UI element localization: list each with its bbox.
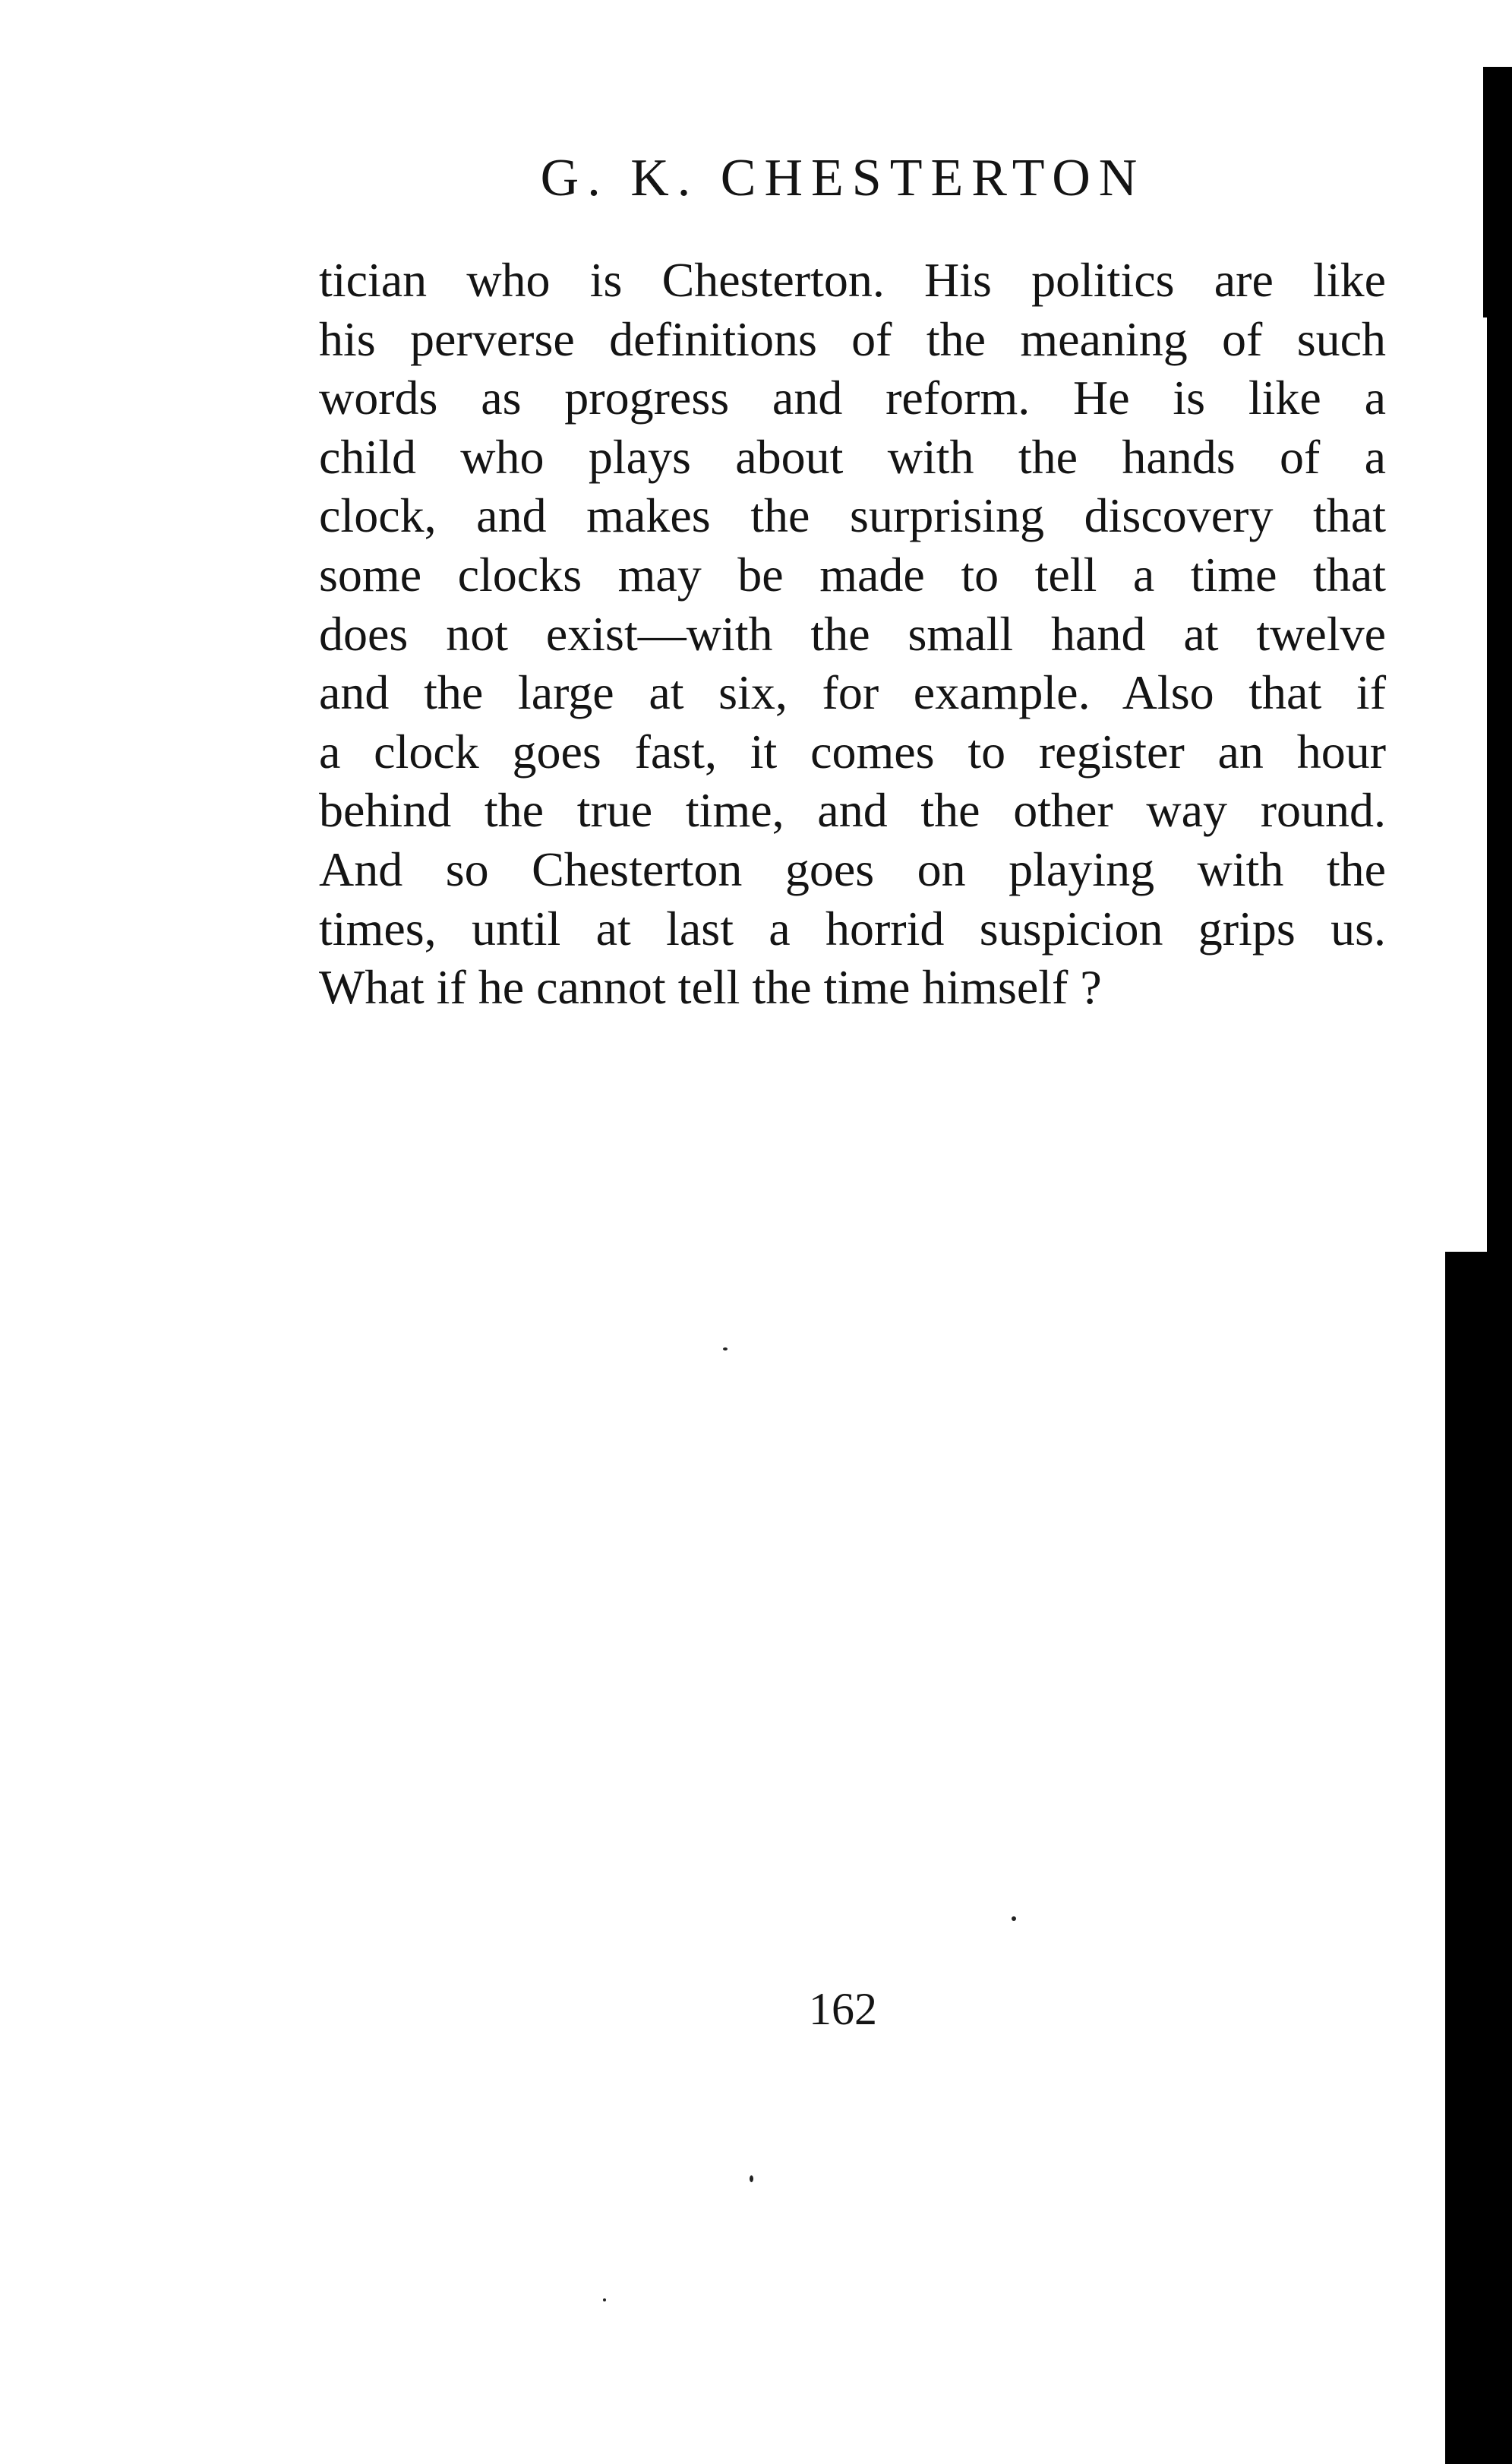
text-line: What if he cannot tell the time himself ? — [319, 960, 1102, 1015]
page-number: 162 — [809, 1984, 877, 2034]
scan-edge-lower — [1445, 1252, 1512, 2464]
body-text — [319, 251, 1386, 1017]
text-line: and the large at six, for example. Also that if — [319, 665, 1386, 720]
scan-edge-top — [1483, 67, 1512, 317]
running-head: G. K. CHESTERTON — [540, 149, 1146, 207]
text-line: does not exist—with the small hand at twelve — [319, 606, 1386, 661]
text-line: words as progress and reform. He is like a — [319, 371, 1386, 425]
text-line: a clock goes fast, it comes to register an hour — [319, 724, 1386, 779]
scan-speck — [603, 2298, 606, 2301]
text-line: child who plays about with the hands of a — [319, 429, 1386, 484]
text-line: clock, and makes the surprising discovery that — [319, 488, 1386, 543]
text-line: tician who is Chesterton. His politics are like — [319, 253, 1386, 307]
text-line: some clocks may be made to tell a time that — [319, 547, 1386, 602]
text-line: times, until at last a horrid suspicion grips us. — [319, 901, 1386, 956]
scan-speck — [750, 2175, 753, 2182]
text-line: behind the true time, and the other way round. — [319, 783, 1386, 838]
text-line: his perverse definitions of the meaning of such — [319, 311, 1386, 366]
text-line: And so Chesterton goes on playing with the — [319, 842, 1386, 896]
scan-speck — [1012, 1916, 1016, 1921]
scan-speck — [723, 1347, 728, 1350]
scan-edge-upper — [1487, 317, 1512, 1252]
